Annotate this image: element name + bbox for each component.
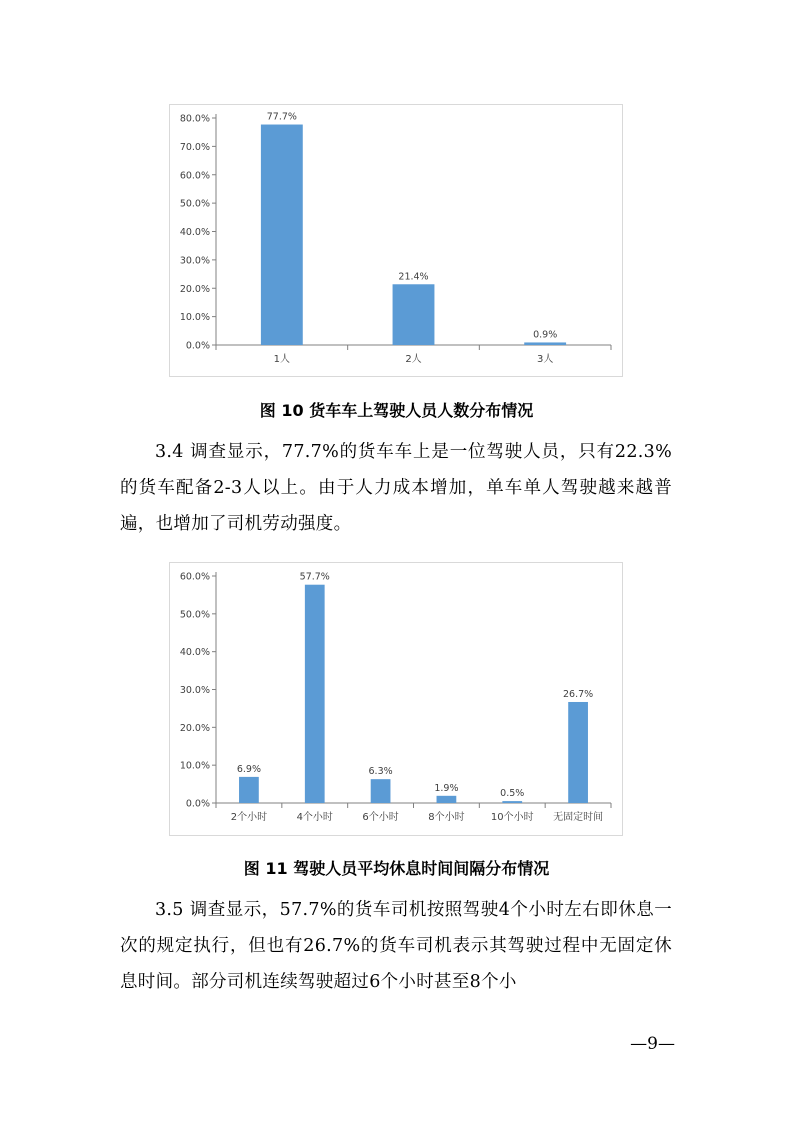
y-tick-label: 20.0%: [179, 283, 210, 295]
bar: [393, 284, 435, 345]
paragraph-3-5: 3.5 调查显示，57.7%的货车司机按照驾驶4个小时左右即休息一次的规定执行，但也有26.7%的货车司机表示其驾驶过程中无固定休息时间。部分司机连续驾驶超过6个小时甚至8个小: [120, 900, 672, 992]
chart-rest-interval: [169, 562, 623, 836]
y-tick-label: 30.0%: [179, 255, 210, 267]
y-tick-label: 50.0%: [179, 609, 210, 621]
bar: [261, 125, 303, 345]
figure-11-caption: 图 11 驾驶人员平均休息时间间隔分布情况: [243, 859, 550, 878]
y-tick-label: 0.0%: [185, 340, 210, 352]
bar: [437, 796, 457, 803]
bar: [371, 779, 391, 803]
y-tick-label: 70.0%: [179, 141, 210, 153]
data-label: 26.7%: [562, 688, 594, 700]
chart-driver-count-svg: [170, 105, 622, 376]
x-tick-label: 8个小时: [428, 812, 465, 823]
data-label: 57.7%: [299, 571, 330, 583]
data-label: 1.9%: [434, 782, 459, 794]
figure-10-caption: 图 10 货车车上驾驶人员人数分布情况: [259, 401, 534, 420]
x-tick-label: 无固定时间: [553, 812, 604, 823]
x-tick-label: 2个小时: [230, 812, 268, 823]
x-tick-label: 4个小时: [296, 812, 333, 823]
y-tick-label: 40.0%: [179, 227, 210, 238]
data-label: 6.9%: [236, 763, 261, 775]
y-tick-label: 40.0%: [179, 647, 210, 659]
x-tick-label: 1人: [273, 354, 291, 365]
y-tick-label: 0.0%: [185, 798, 210, 810]
y-tick-label: 80.0%: [179, 113, 210, 125]
data-label: 77.7%: [266, 111, 297, 123]
bar: [305, 585, 325, 803]
page-number: —9—: [630, 1034, 675, 1054]
chart-driver-count: [169, 104, 623, 377]
data-label: 21.4%: [398, 271, 429, 283]
data-label: 0.5%: [500, 788, 525, 800]
x-tick-label: 10个小时: [490, 812, 534, 823]
y-tick-label: 50.0%: [179, 198, 210, 210]
bar: [239, 777, 259, 803]
x-tick-label: 6个小时: [362, 812, 399, 823]
data-label: 6.3%: [368, 766, 393, 778]
y-tick-label: 20.0%: [179, 722, 210, 734]
y-tick-label: 60.0%: [179, 170, 210, 182]
bar: [524, 342, 566, 345]
y-tick-label: 10.0%: [179, 312, 210, 324]
chart-rest-interval-svg: [170, 563, 622, 835]
x-tick-label: 2人: [405, 354, 422, 365]
bar: [568, 702, 588, 803]
data-label: 0.9%: [533, 329, 558, 341]
y-tick-label: 10.0%: [179, 760, 210, 772]
x-tick-label: 3人: [536, 354, 554, 365]
paragraph-3-4: 3.4 调查显示，77.7%的货车车上是一位驾驶人员，只有22.3%的货车配备2-3人以上。由于人力成本增加，单车单人驾驶越来越普遍，也增加了司机劳动强度。: [120, 442, 672, 534]
y-tick-label: 60.0%: [179, 571, 210, 583]
y-tick-label: 30.0%: [179, 685, 210, 696]
bar: [502, 801, 522, 803]
